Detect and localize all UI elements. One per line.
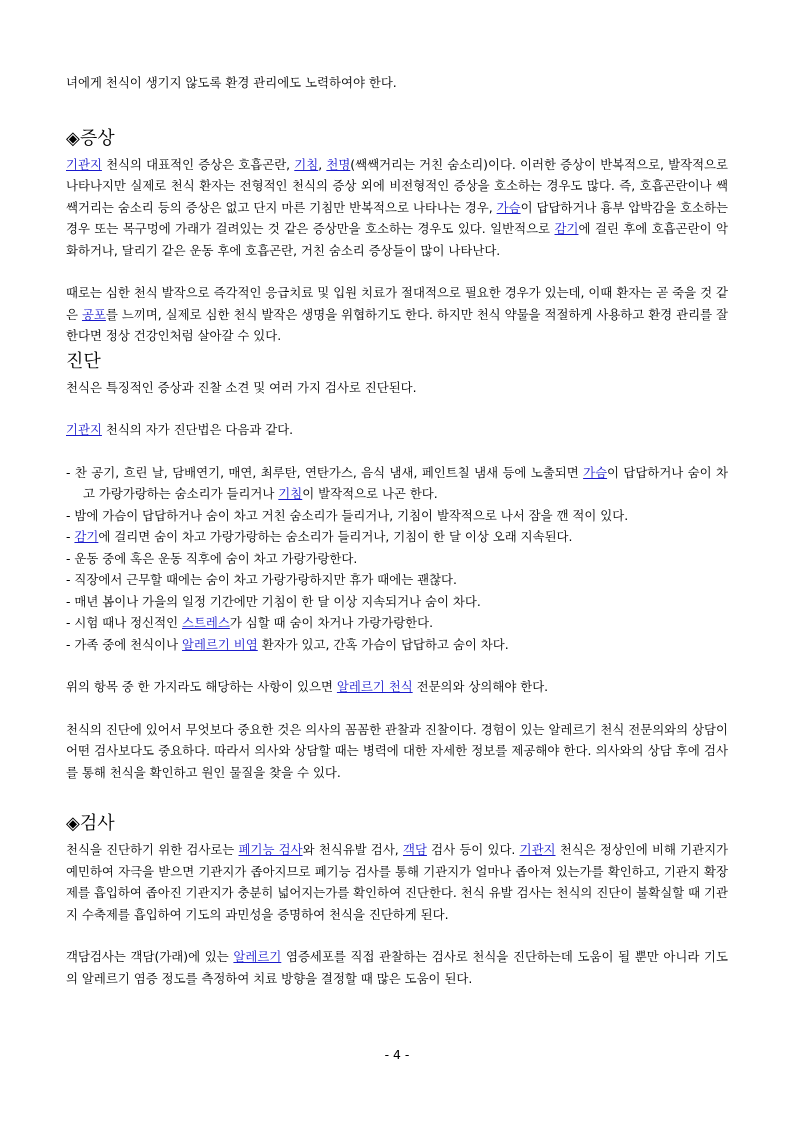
link-chest[interactable]: 가슴 — [496, 199, 521, 215]
link-sputum[interactable]: 객담 — [402, 842, 427, 857]
symptoms-paragraph-1: 기관지 천식의 대표적인 증상은 호흡곤란, 기침, 천명(쌕쌕거리는 거친 숨소리)이다. 이러한 증상이 반복적으로, 발작적으로 나타나지만 실제로 천식 환자는 전형적인 천식의 증상 외에 비전형적인 증상을 호소하는 경우도 많다. 즉, 호흡곤란이나 쌕쌕거리는 숨소리 등의 증상은 없고 단지 마른 기침만 반복적으로 나타나는 경우, 가슴이 답답하거나 흉부 압박감을 호소하는 경우 또는 목구멍에 가래가 걸려있는 것 같은 증상만을 호소하는 경우도 있다. 일반적으로 감기에 걸린 후에 호흡곤란이 악화하거나, 달리기 같은 운동 후에 호흡곤란, 거친 숨소리 증상들이 많이 나타난다. — [66, 156, 728, 258]
link-chest-2[interactable]: 가슴 — [583, 464, 608, 480]
link-bronchus-3[interactable]: 기관지 — [519, 842, 556, 857]
link-cold-2[interactable]: 감기 — [74, 529, 99, 544]
symptoms-paragraph-2: 때로는 심한 천식 발작으로 즉각적인 응급치료 및 입원 치료가 절대적으로 필요한 경우가 있는데, 이때 환자는 곧 죽을 것 같은 공포를 느끼며, 실제로 심한 천식 발작은 생명을 위협하기도 한다. 하지만 천식 약물을 적절하게 사용하고 환경 관리를 잘 한다면 정상 건강인처럼 살아갈 수 있다. — [66, 285, 728, 343]
list-item: - 시험 때나 정신적인 스트레스가 심할 때 숨이 차거나 가랑가랑한다. — [66, 615, 434, 630]
page-number: - 4 - — [384, 1047, 410, 1062]
link-fear[interactable]: 공포 — [81, 306, 106, 322]
link-allergic-rhinitis[interactable]: 알레르기 비염 — [181, 636, 258, 652]
diagnosis-paragraph-3: 위의 항목 중 한 가지라도 해당하는 사항이 있으면 알레르기 천식 전문의와 상의해야 한다. — [66, 679, 549, 694]
list-item: - 밤에 가슴이 답답하거나 숨이 차고 거친 숨소리가 들리거나, 기침이 발작적으로 나서 잠을 깬 적이 있다. — [66, 507, 629, 523]
link-allergic-asthma[interactable]: 알레르기 천식 — [336, 679, 413, 694]
tests-heading: ◈검사 — [66, 813, 115, 834]
list-item: - 가족 중에 천식이나 알레르기 비염 환자가 있고, 간혹 가슴이 답답하고 숨이 차다. — [66, 636, 509, 652]
self-diagnosis-list — [66, 462, 728, 656]
link-cough[interactable]: 기침 — [294, 156, 319, 172]
link-bronchus-2[interactable]: 기관지 — [66, 422, 102, 437]
list-item: - 찬 공기, 흐린 날, 담배연기, 매연, 최루탄, 연탄가스, 음식 냄새, 페인트칠 냄새 등에 노출되면 가슴이 답답하거나 숨이 차고 가랑가랑하는 숨소리가 들리거나 기침이 발작적으로 나곤 한다. — [66, 464, 728, 501]
tests-paragraph-1: 천식을 진단하기 위한 검사로는 폐기능 검사와 천식유발 검사, 객담 검사 등이 있다. 기관지 천식은 정상인에 비해 기관지가 예민하여 자극을 받으면 기관지가 좁아지므로 폐기능 검사를 통해 기관지가 얼마나 좁아져 있는가를 확인하고, 기관지 확장제를 흡입하여 좁아진 기관지가 충분히 넓어지는가를 확인하여 진단한다. 천식 유발 검사는 천식의 진단이 불확실할 때 기관지 수축제를 흡입하여 기도의 과민성을 증명하여 천식을 진단하게 된다. — [66, 842, 729, 922]
list-item: - 매년 봄이나 가을의 일정 기간에만 기침이 한 달 이상 지속되거나 숨이 차다. — [66, 593, 481, 609]
link-bronchus[interactable]: 기관지 — [66, 156, 102, 172]
tests-paragraph-2: 객담검사는 객담(가래)에 있는 알레르기 염증세포를 직접 관찰하는 검사로 천식을 진단하는데 도움이 될 뿐만 아니라 기도의 알레르기 염증 정도를 측정하여 치료 방향을 결정할 때 많은 도움이 된다. — [66, 949, 728, 986]
link-cold[interactable]: 감기 — [554, 221, 579, 236]
intro-paragraph: 녀에게 천식이 생기지 않도록 환경 관리에도 노력하여야 한다. — [66, 75, 397, 90]
diagnosis-paragraph-4: 천식의 진단에 있어서 무엇보다 중요한 것은 의사의 꼼꼼한 관찰과 진찰이다. 경험이 있는 알레르기 천식 전문의와의 상담이 어떤 검사보다도 중요하다. 따라서 의사와 상담할 때는 병력에 대한 자세한 정보를 제공해야 한다. 의사와의 상담 후에 검사를 통해 천식을 확인하고 원인 물질을 찾을 수 있다. — [66, 721, 728, 780]
list-item: - 감기에 걸리면 숨이 차고 가랑가랑하는 숨소리가 들리거나, 기침이 한 달 이상 오래 지속된다. — [66, 529, 573, 544]
link-allergy[interactable]: 알레르기 — [233, 949, 282, 964]
list-item: - 직장에서 근무할 때에는 숨이 차고 가랑가랑하지만 휴가 때에는 괜찮다. — [66, 572, 457, 587]
link-lung-function-test[interactable]: 폐기능 검사 — [238, 842, 303, 857]
document-page — [66, 72, 728, 989]
link-cough-2[interactable]: 기침 — [278, 486, 303, 501]
link-wheeze[interactable]: 천명 — [326, 156, 351, 172]
symptoms-heading: ◈증상 — [66, 127, 115, 149]
diagnosis-paragraph-1: 천식은 특징적인 증상과 진찰 소견 및 여러 가지 검사로 진단된다. — [66, 379, 417, 395]
link-stress[interactable]: 스트레스 — [181, 615, 230, 630]
list-item: - 운동 중에 혹은 운동 직후에 숨이 차고 가랑가랑한다. — [66, 550, 358, 566]
diagnosis-paragraph-2: 기관지 천식의 자가 진단법은 다음과 같다. — [66, 422, 294, 437]
diagnosis-heading: 진단 — [66, 350, 101, 372]
